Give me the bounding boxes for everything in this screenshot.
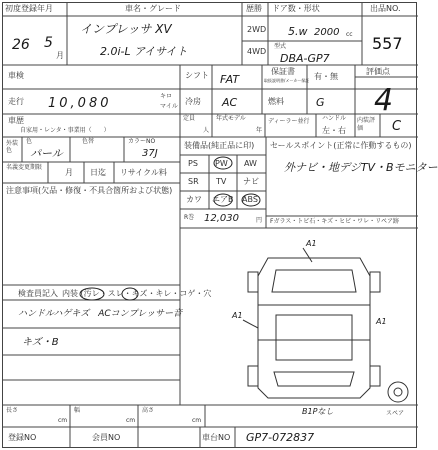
equip-sr: SR	[188, 177, 199, 186]
handle-label: ハンドル	[322, 115, 347, 122]
interior-value: C	[392, 119, 402, 134]
score-label: 評価点	[366, 67, 390, 76]
displacement-value: 2000	[314, 27, 340, 38]
car-hood	[272, 270, 356, 292]
lot-label: 出品NO.	[370, 4, 401, 13]
width-unit: cm	[126, 417, 136, 424]
wheel-rear-left	[248, 366, 258, 386]
length-unit: cm	[58, 417, 68, 424]
r-label: R巻	[184, 214, 195, 221]
ac-value: AC	[222, 96, 238, 109]
dealer-label: ディーラー並行	[268, 118, 310, 125]
sales-value: 外ナビ・地デジTV・Bモニター	[284, 161, 438, 174]
equip-tv: TV	[216, 177, 227, 186]
car-rear-window	[274, 372, 354, 386]
exterior-label: 外装色	[6, 140, 19, 155]
inspector-options: 内装 (汚レ・スレ・キズ・キレ・コゲ・穴	[62, 289, 212, 298]
score-value: 4	[374, 83, 394, 118]
capacity-label: 定員	[183, 115, 196, 122]
equip-navi: ナビ	[243, 177, 259, 186]
height-label: 高さ	[142, 407, 155, 414]
member-label: 会員NO	[92, 433, 121, 442]
mileage-value: 10,080	[48, 96, 112, 111]
equipment-title: 装備品(純正品に印)	[184, 141, 255, 150]
shift-label: シフト	[185, 71, 209, 80]
change-label: 色替	[82, 138, 95, 145]
notes-label: 注意事項(欠品・修復・不具合箇所および状態)	[6, 186, 173, 195]
first-reg-suffix: 月	[56, 51, 64, 60]
mark-a1-right: A1	[376, 317, 387, 326]
color-no-label: カラーNO	[128, 138, 156, 145]
equip-airbag: エアB	[212, 195, 234, 204]
wheel-front-left	[248, 272, 258, 292]
model-value: DBA-GP7	[280, 52, 330, 65]
year-model-unit: 年	[256, 127, 263, 134]
spare-label: スペア	[386, 410, 405, 417]
displacement-unit: cc	[346, 31, 353, 38]
lot-value: 557	[372, 34, 403, 53]
fuel-label: 燃料	[268, 97, 284, 106]
equip-leather: カワ	[186, 195, 202, 204]
r-value: 12,030	[204, 213, 239, 224]
chassis-value: GP7-072837	[246, 431, 315, 444]
model-name-label: 車名・グレード	[125, 4, 181, 13]
interior-label: 内装評価	[357, 117, 376, 132]
first-reg-year: 26	[12, 37, 30, 53]
warranty-value: 有・無	[314, 72, 338, 81]
equip-abs: ABS	[242, 195, 258, 204]
mark-bottom: B1Pなし	[302, 407, 334, 416]
equip-ps: PS	[188, 159, 198, 168]
recycle-day: 日迄	[90, 168, 106, 177]
equip-pw: PW	[215, 159, 228, 168]
car-roof	[276, 315, 352, 360]
model-label: 型式	[274, 43, 287, 50]
sales-label: セールスポイント(正常に作動するもの)	[270, 141, 412, 150]
width-label: 幅	[74, 407, 81, 414]
inspector-note-1: ハンドルハゲキズ ACコンプレッサー音	[18, 309, 183, 319]
door-value: 5.w	[288, 25, 308, 38]
height-unit: cm	[192, 417, 202, 424]
first-reg-month: 5	[44, 35, 53, 51]
year-model-label: 年式モデル	[216, 115, 246, 122]
inspector-note-2: キズ・B	[22, 337, 59, 348]
fuel-type-mark: 4WD	[247, 47, 267, 56]
mark-a1-top: A1	[306, 239, 317, 248]
color-no-value: 37J	[142, 148, 158, 159]
length-label: 長さ	[6, 407, 19, 414]
color-value: パール	[30, 147, 63, 160]
mileage-unit-mile: マイル	[160, 103, 178, 110]
shift-value: FAT	[220, 73, 240, 86]
door-label: ドア数・形状	[272, 4, 320, 13]
mileage-label: 走行	[8, 97, 24, 106]
spare-tire	[388, 382, 408, 402]
wheel-front-right	[370, 272, 380, 292]
handle-value: 左・右	[322, 126, 346, 135]
wheel-rear-right	[370, 366, 380, 386]
grade-value: 2.0i-L アイサイト	[100, 45, 188, 58]
recycle-label: 名義変更期限	[6, 164, 43, 171]
warranty-label: 保証書	[271, 67, 295, 76]
recycle-month: 月	[65, 168, 73, 177]
inspector-label: 検査員記入	[18, 289, 58, 298]
equip-aw: AW	[244, 159, 257, 168]
first-reg-label: 初度登録年月	[5, 4, 53, 13]
model-name-value: インプレッサ XV	[80, 22, 172, 36]
reg-label: 登録NO	[8, 433, 37, 442]
equipment-footer: Fガラス・トビ石・キズ・ヒビ・ワレ・リペア跡	[270, 218, 400, 225]
usage-label: 車歴	[8, 116, 24, 125]
color-label: 色	[26, 138, 33, 145]
history-label: 歴勝	[246, 4, 262, 13]
usage-sub: 自家用・レンタ・事業用（ ）	[20, 127, 110, 134]
inspection-label: 車検	[8, 71, 24, 80]
capacity-unit: 人	[203, 127, 210, 134]
drive-value: 2WD	[247, 25, 267, 34]
r-unit: 円	[256, 217, 263, 224]
warranty-sub: 取扱説明書/メーカー保証	[264, 78, 310, 83]
recycle-fee-label: リサイクル料	[120, 168, 167, 177]
ac-label: 冷房	[185, 97, 201, 106]
chassis-label: 車台NO	[202, 433, 231, 442]
fuel-value: G	[316, 96, 325, 109]
mark-a1-left: A1	[232, 311, 243, 320]
mileage-unit-km: キロ	[160, 93, 173, 100]
